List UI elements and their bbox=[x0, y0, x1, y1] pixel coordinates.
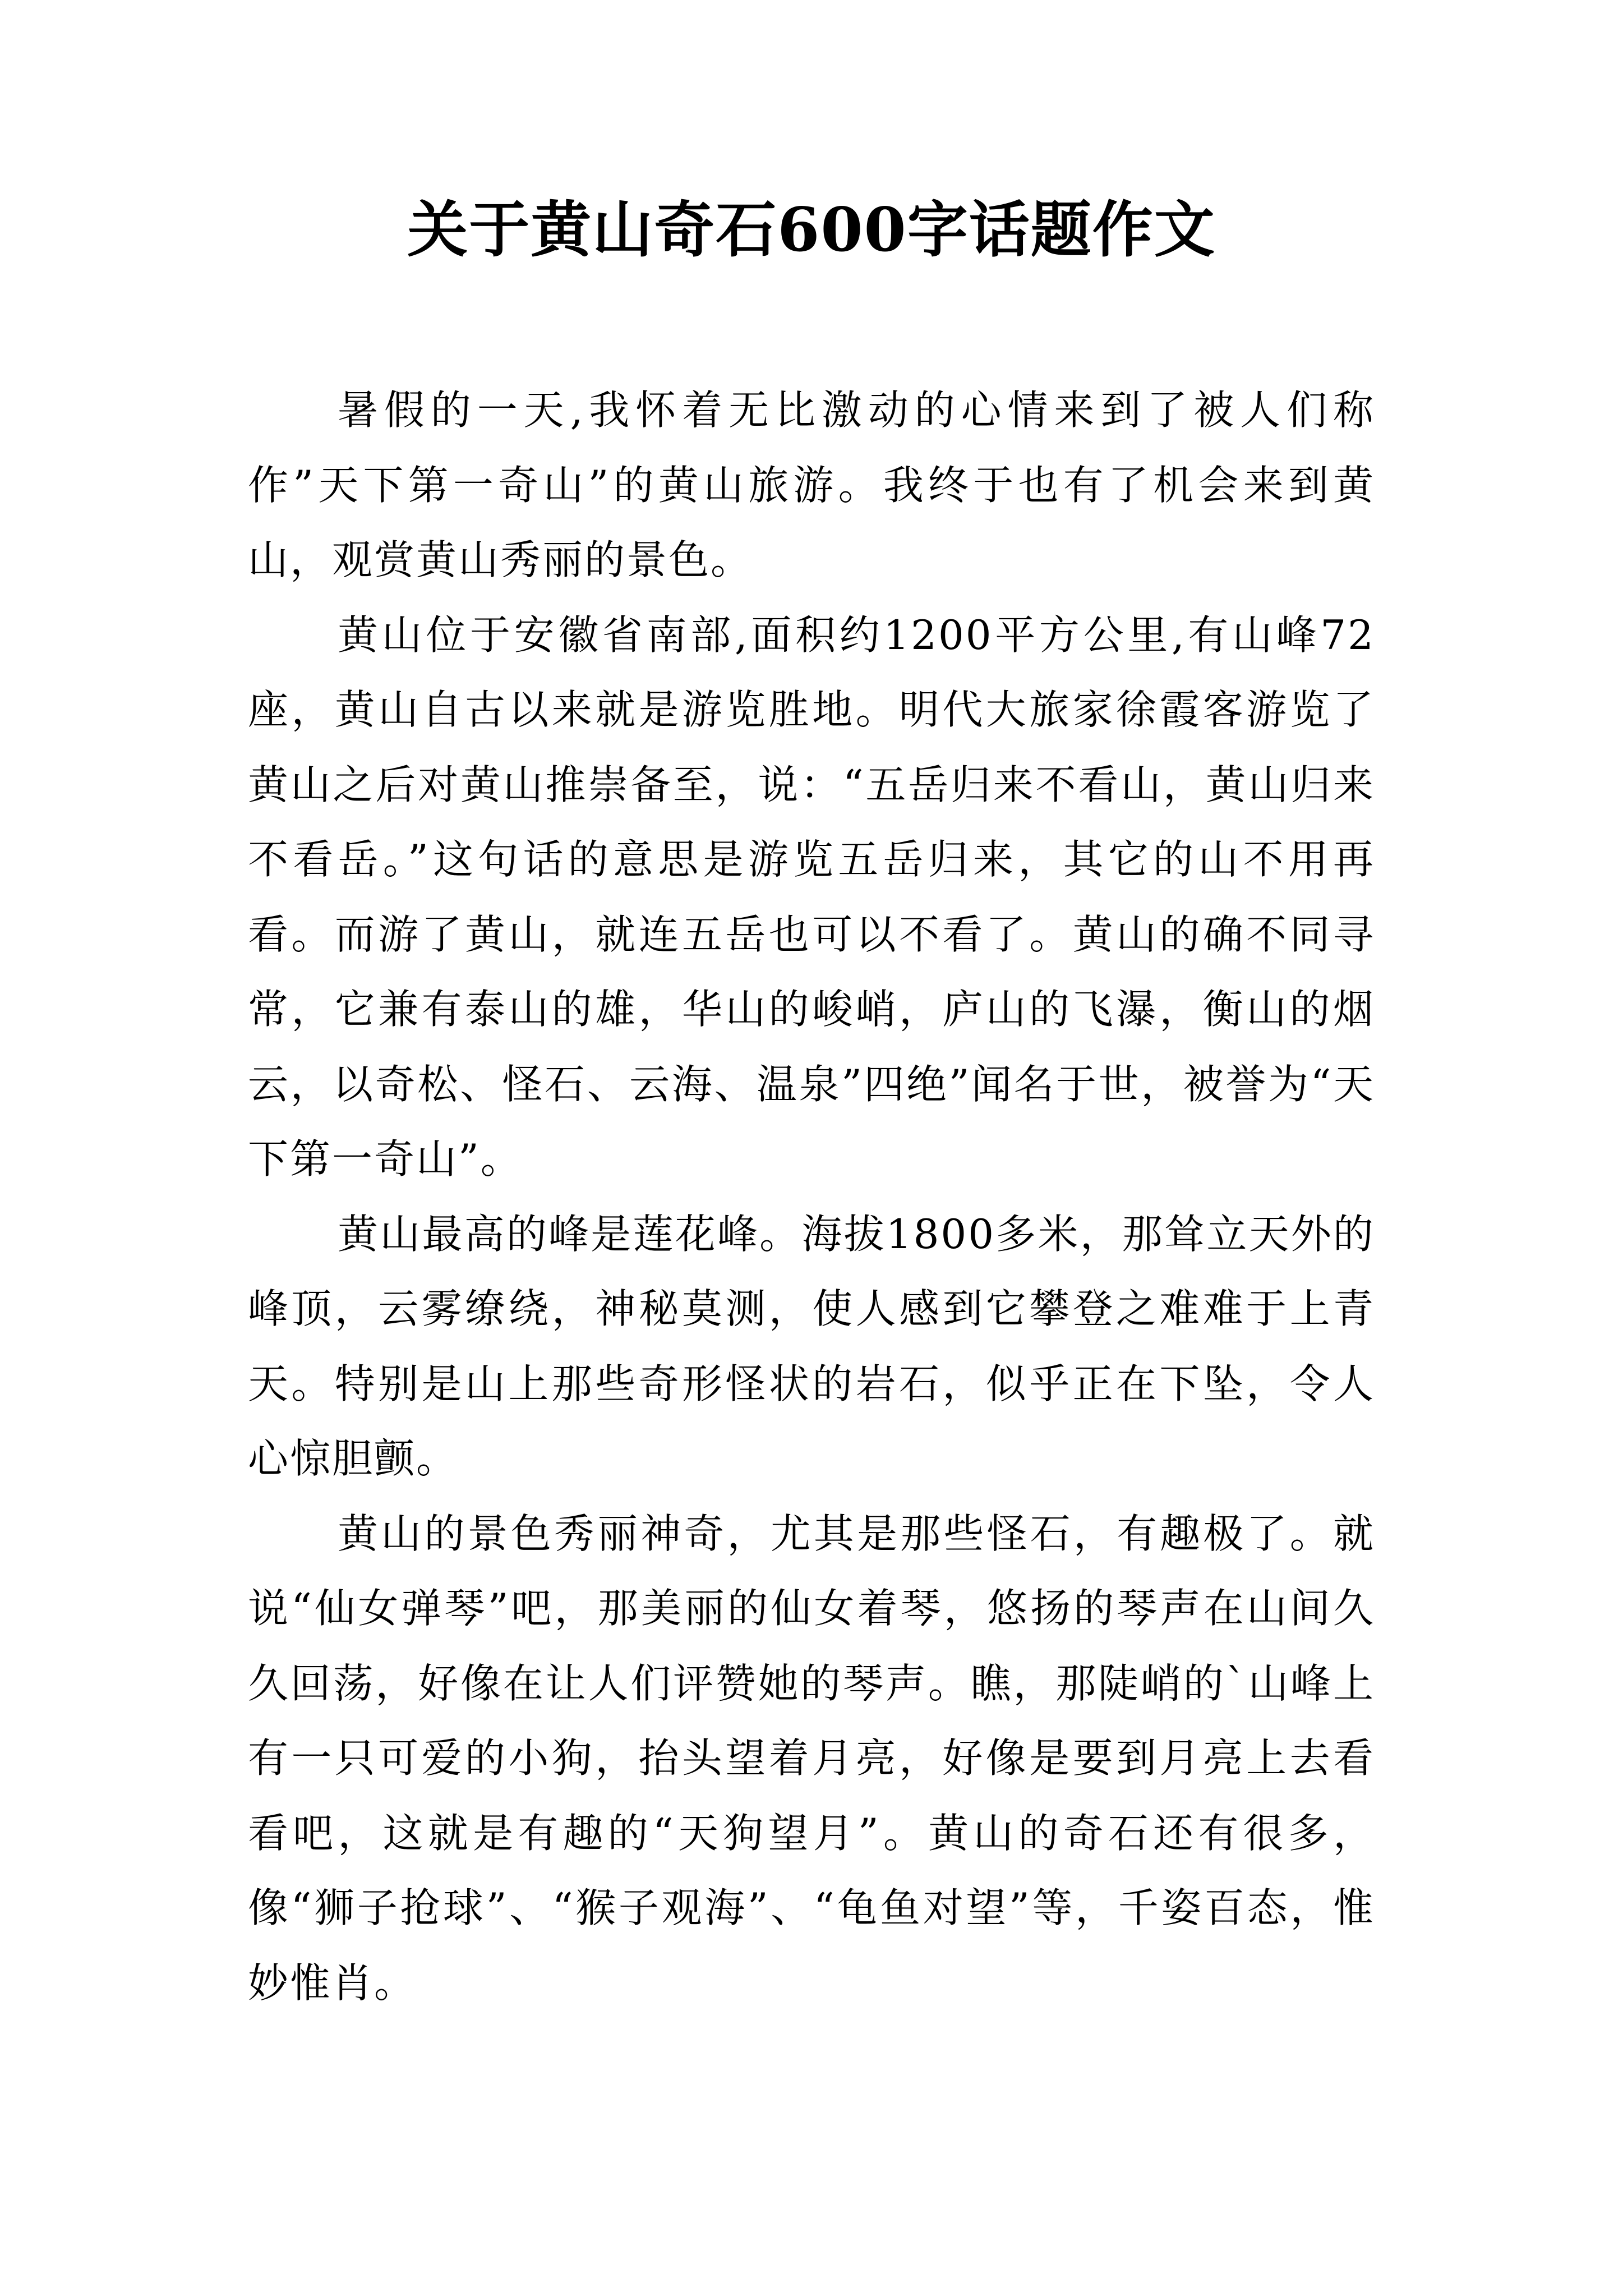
paragraph-2: 黄山位于安徽省南部,面积约1200平方公里,有山峰72座，黄山自古以来就是游览胜地。明代大旅家徐霞客游览了黄山之后对黄山推崇备至，说：“五岳归来不看山，黄山归来不看岳。”这句话的意思是游览五岳归来，其它的山不用再看。而游了黄山，就连五岳也可以不看了。黄山的确不同寻常，它兼有泰山的雄，华山的峻峭，庐山的飞瀑，衡山的烟云，以奇松、怪石、云海、温泉”四绝”闻名于世，被誉为“天下第一奇山”。 bbox=[248, 611, 1375, 1182]
document-body bbox=[248, 373, 1375, 2021]
paragraph-4: 黄山的景色秀丽神奇，尤其是那些怪石，有趣极了。就说“仙女弹琴”吧，那美丽的仙女着琴，悠扬的琴声在山间久久回荡，好像在让人们评赞她的琴声。瞧，那陡峭的`山峰上有一只可爱的小狗，抬头望着月亮，好像是要到月亮上去看看吧，这就是有趣的“天狗望月”。黄山的奇石还有很多，像“狮子抢球”、“猴子观海”、“龟鱼对望”等，千姿百态，惟妙惟肖。 bbox=[248, 1510, 1375, 2007]
document-title: 关于黄山奇石600字话题作文 bbox=[407, 195, 1216, 265]
paragraph-1: 暑假的一天,我怀着无比激动的心情来到了被人们称作”天下第一奇山”的黄山旅游。我终于也有了机会来到黄山，观赏黄山秀丽的景色。 bbox=[248, 386, 1375, 583]
paragraph-3: 黄山最高的峰是莲花峰。海拔1800多米，那耸立天外的峰顶，云雾缭绕，神秘莫测，使人感到它攀登之难难于上青天。特别是山上那些奇形怪状的岩石，似乎正在下坠，令人心惊胆颤。 bbox=[248, 1210, 1375, 1482]
